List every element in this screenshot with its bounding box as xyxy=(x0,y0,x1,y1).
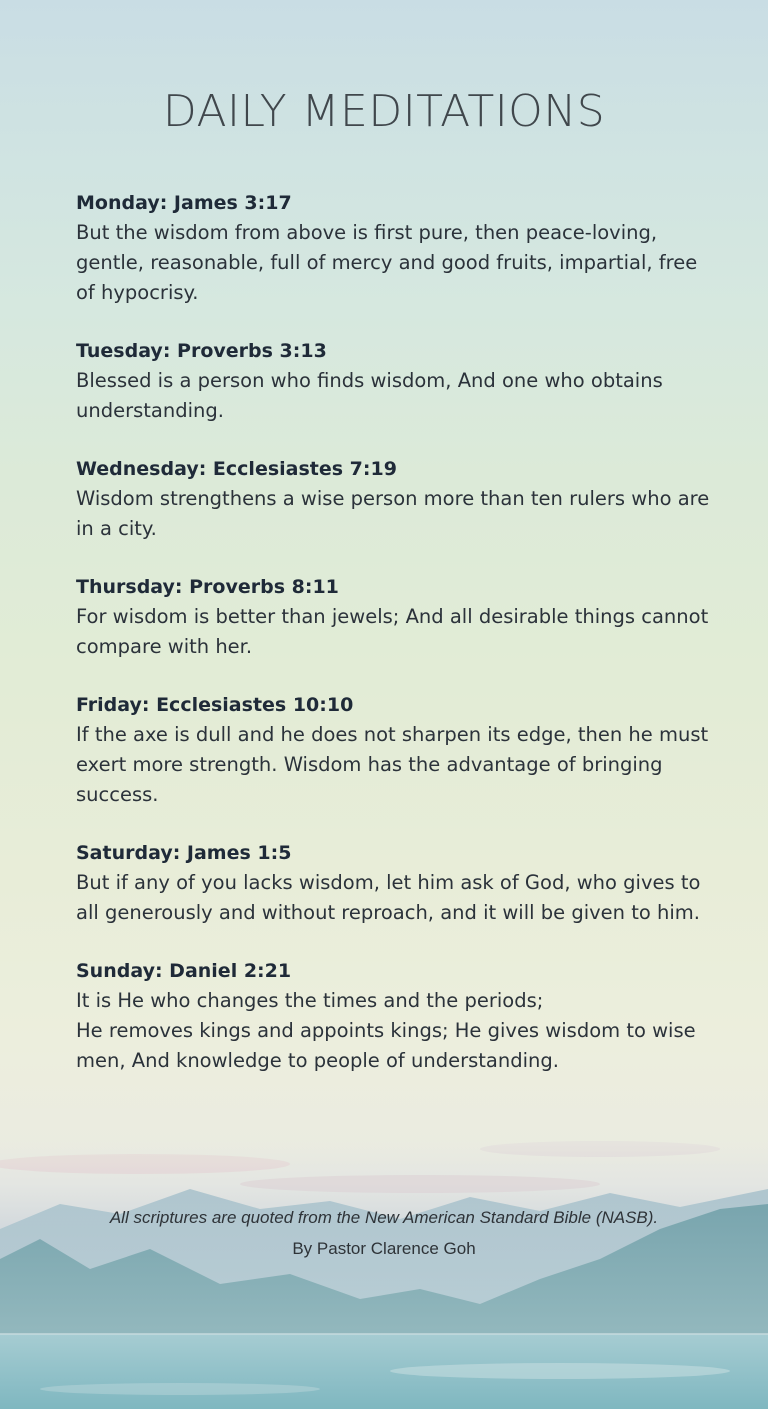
reading-wednesday xyxy=(76,454,716,544)
reading-reference: Monday: James 3:17 xyxy=(76,192,292,214)
reading-reference: Friday: Ecclesiastes 10:10 xyxy=(76,694,354,716)
readings-list xyxy=(76,188,716,1104)
reading-verse: Blessed is a person who finds wisdom, And one who obtains understanding. xyxy=(76,369,663,422)
reading-verse: But if any of you lacks wisdom, let him ask of God, who gives to all generously and without reproach, and it will be given to him. xyxy=(76,871,701,924)
reading-verse: It is He who changes the times and the periods; He removes kings and appoints kings; He gives wisdom to wise men, And knowledge to people of understanding. xyxy=(76,989,696,1072)
author-credit: By Pastor Clarence Goh xyxy=(292,1239,476,1258)
reading-reference: Sunday: Daniel 2:21 xyxy=(76,960,292,982)
reading-reference: Tuesday: Proverbs 3:13 xyxy=(76,340,327,362)
reading-reference: Thursday: Proverbs 8:11 xyxy=(76,576,339,598)
reading-friday xyxy=(76,690,716,810)
reading-sunday xyxy=(76,956,716,1076)
reading-verse: But the wisdom from above is first pure, then peace-loving, gentle, reasonable, full of mercy and good fruits, impartial, free of hypocrisy. xyxy=(76,221,698,304)
page-title: DAILY MEDITATIONS xyxy=(162,86,606,137)
reading-reference: Saturday: James 1:5 xyxy=(76,842,292,864)
lake-mountain-background xyxy=(0,1109,768,1409)
reading-saturday xyxy=(76,838,716,928)
reading-monday xyxy=(76,188,716,308)
reading-tuesday xyxy=(76,336,716,426)
reading-verse: Wisdom strengthens a wise person more than ten rulers who are in a city. xyxy=(76,487,710,540)
reading-verse: If the axe is dull and he does not sharpen its edge, then he must exert more strength. Wisdom has the advantage of bringing success. xyxy=(76,723,709,806)
reading-verse: For wisdom is better than jewels; And all desirable things cannot compare with her. xyxy=(76,605,709,658)
reading-reference: Wednesday: Ecclesiastes 7:19 xyxy=(76,458,397,480)
reading-thursday xyxy=(76,572,716,662)
scripture-source-note: All scriptures are quoted from the New American Standard Bible (NASB). xyxy=(109,1208,659,1227)
